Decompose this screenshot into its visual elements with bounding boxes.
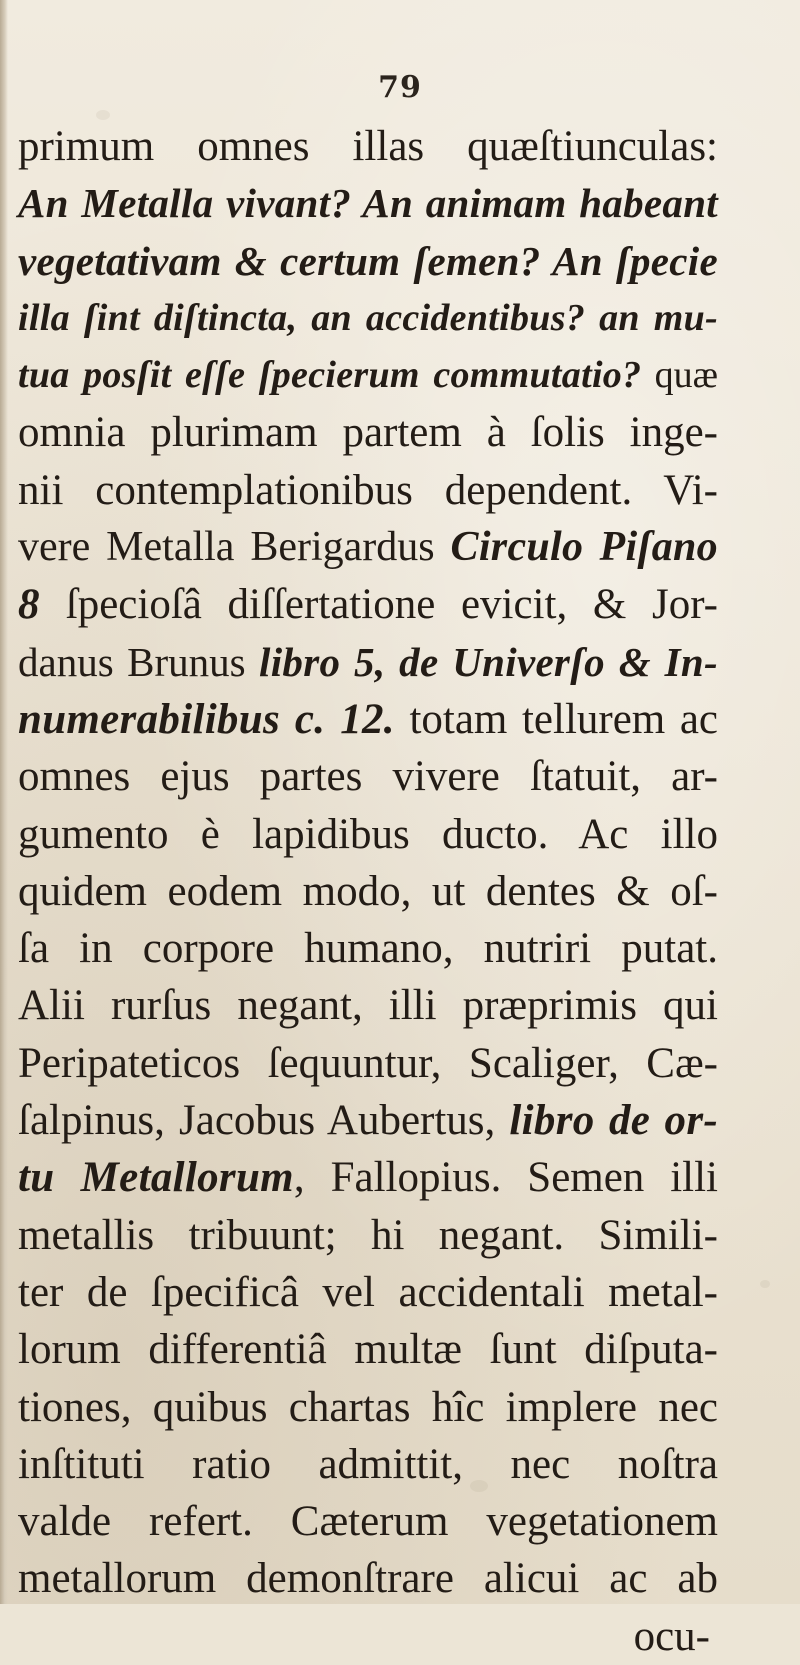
text-segment: ocu- — [633, 1612, 710, 1660]
italic-text-segment: tua posſit eſſe ſpecierum commutatio? — [18, 354, 642, 397]
text-segment: vere Metalla Berigardus — [18, 524, 451, 571]
text-line — [18, 1608, 718, 1665]
text-line — [18, 691, 718, 748]
text-line — [18, 863, 718, 920]
italic-text-segment: tu Metallorum — [18, 1154, 294, 1202]
text-line — [18, 576, 718, 633]
text-segment: nii contemplationibus dependent. Vi- — [18, 466, 718, 514]
italic-text-segment: vegetativam & certum ſemen? An ſpecie — [18, 237, 718, 284]
text-segment: totam tellurem ac — [394, 695, 719, 743]
text-segment: , Fallopius. Semen illi — [293, 1154, 718, 1202]
text-segment: tiones, quibus chartas hîc implere nec — [18, 1383, 718, 1431]
text-line — [18, 462, 718, 519]
text-line — [18, 1379, 718, 1436]
text-segment: lorum differentiâ multæ ſunt diſputa- — [18, 1326, 718, 1374]
text-line — [18, 806, 718, 863]
text-line — [18, 1035, 718, 1092]
text-segment: quidem eodem modo, ut dentes & oſ- — [18, 867, 718, 915]
text-segment: primum omnes illas quæſtiunculas: — [18, 123, 718, 170]
italic-text-segment: libro de or- — [509, 1097, 718, 1145]
text-segment: quæ — [641, 354, 718, 397]
text-segment: ter de ſpecificâ vel accidentali metal- — [18, 1268, 718, 1316]
text-line — [18, 634, 718, 691]
italic-text-segment: An Metalla vivant? An animam habeant — [18, 180, 718, 227]
text-line — [18, 1207, 718, 1264]
italic-text-segment: Circulo Piſano — [450, 524, 718, 571]
text-segment: Peripateticos ſequuntur, Scaliger, Cæ- — [18, 1039, 718, 1087]
italic-text-segment: 8 — [18, 581, 66, 629]
text-line — [18, 1550, 718, 1607]
page-gutter-shadow — [0, 0, 8, 1604]
text-segment: ſa in corpore humano, nutriri putat. — [18, 925, 718, 973]
text-segment: ſalpinus, Jacobus Aubertus, — [18, 1097, 510, 1145]
text-line — [18, 1321, 718, 1378]
text-segment: valde refert. Cæterum vegetationem — [18, 1498, 718, 1546]
body-text — [18, 118, 718, 1665]
italic-text-segment: illa ſint diſtincta, an accidentibus? an mu- — [18, 296, 718, 339]
text-line — [18, 233, 718, 290]
text-line — [18, 1493, 718, 1550]
text-line — [18, 748, 718, 805]
text-segment: inſtituti ratio admittit, nec noſtra — [18, 1440, 718, 1488]
text-line — [18, 347, 718, 404]
italic-text-segment: numerabilibus c. 12. — [18, 695, 395, 743]
text-line — [18, 1092, 718, 1149]
text-segment: ſpecioſâ diſſertatione evicit, & Jor- — [65, 581, 718, 629]
text-line — [18, 175, 718, 232]
text-segment: metallis tribuunt; hi negant. Simili- — [18, 1211, 718, 1259]
text-segment: Alii rurſus negant, illi præprimis qui — [18, 982, 718, 1030]
text-line — [18, 404, 718, 461]
text-segment: danus Brunus — [18, 638, 260, 685]
italic-text-segment: libro 5, de Univerſo & In- — [259, 638, 718, 685]
text-line — [18, 290, 718, 347]
text-segment: omnes ejus partes vivere ſtatuit, ar- — [18, 753, 718, 801]
text-line — [18, 1149, 718, 1206]
paper-stain — [760, 1280, 770, 1288]
text-line — [18, 1264, 718, 1321]
text-segment: gumento è lapidibus ducto. Ac illo — [18, 810, 718, 858]
text-line — [18, 920, 718, 977]
page-number: 79 — [378, 70, 422, 105]
text-segment: metallorum demonſtrare alicui ac ab — [18, 1555, 718, 1603]
text-segment: omnia plurimam partem à ſolis inge- — [18, 409, 718, 457]
text-line — [18, 519, 718, 576]
text-line — [18, 1436, 718, 1493]
text-line — [18, 118, 718, 175]
text-line — [18, 977, 718, 1034]
